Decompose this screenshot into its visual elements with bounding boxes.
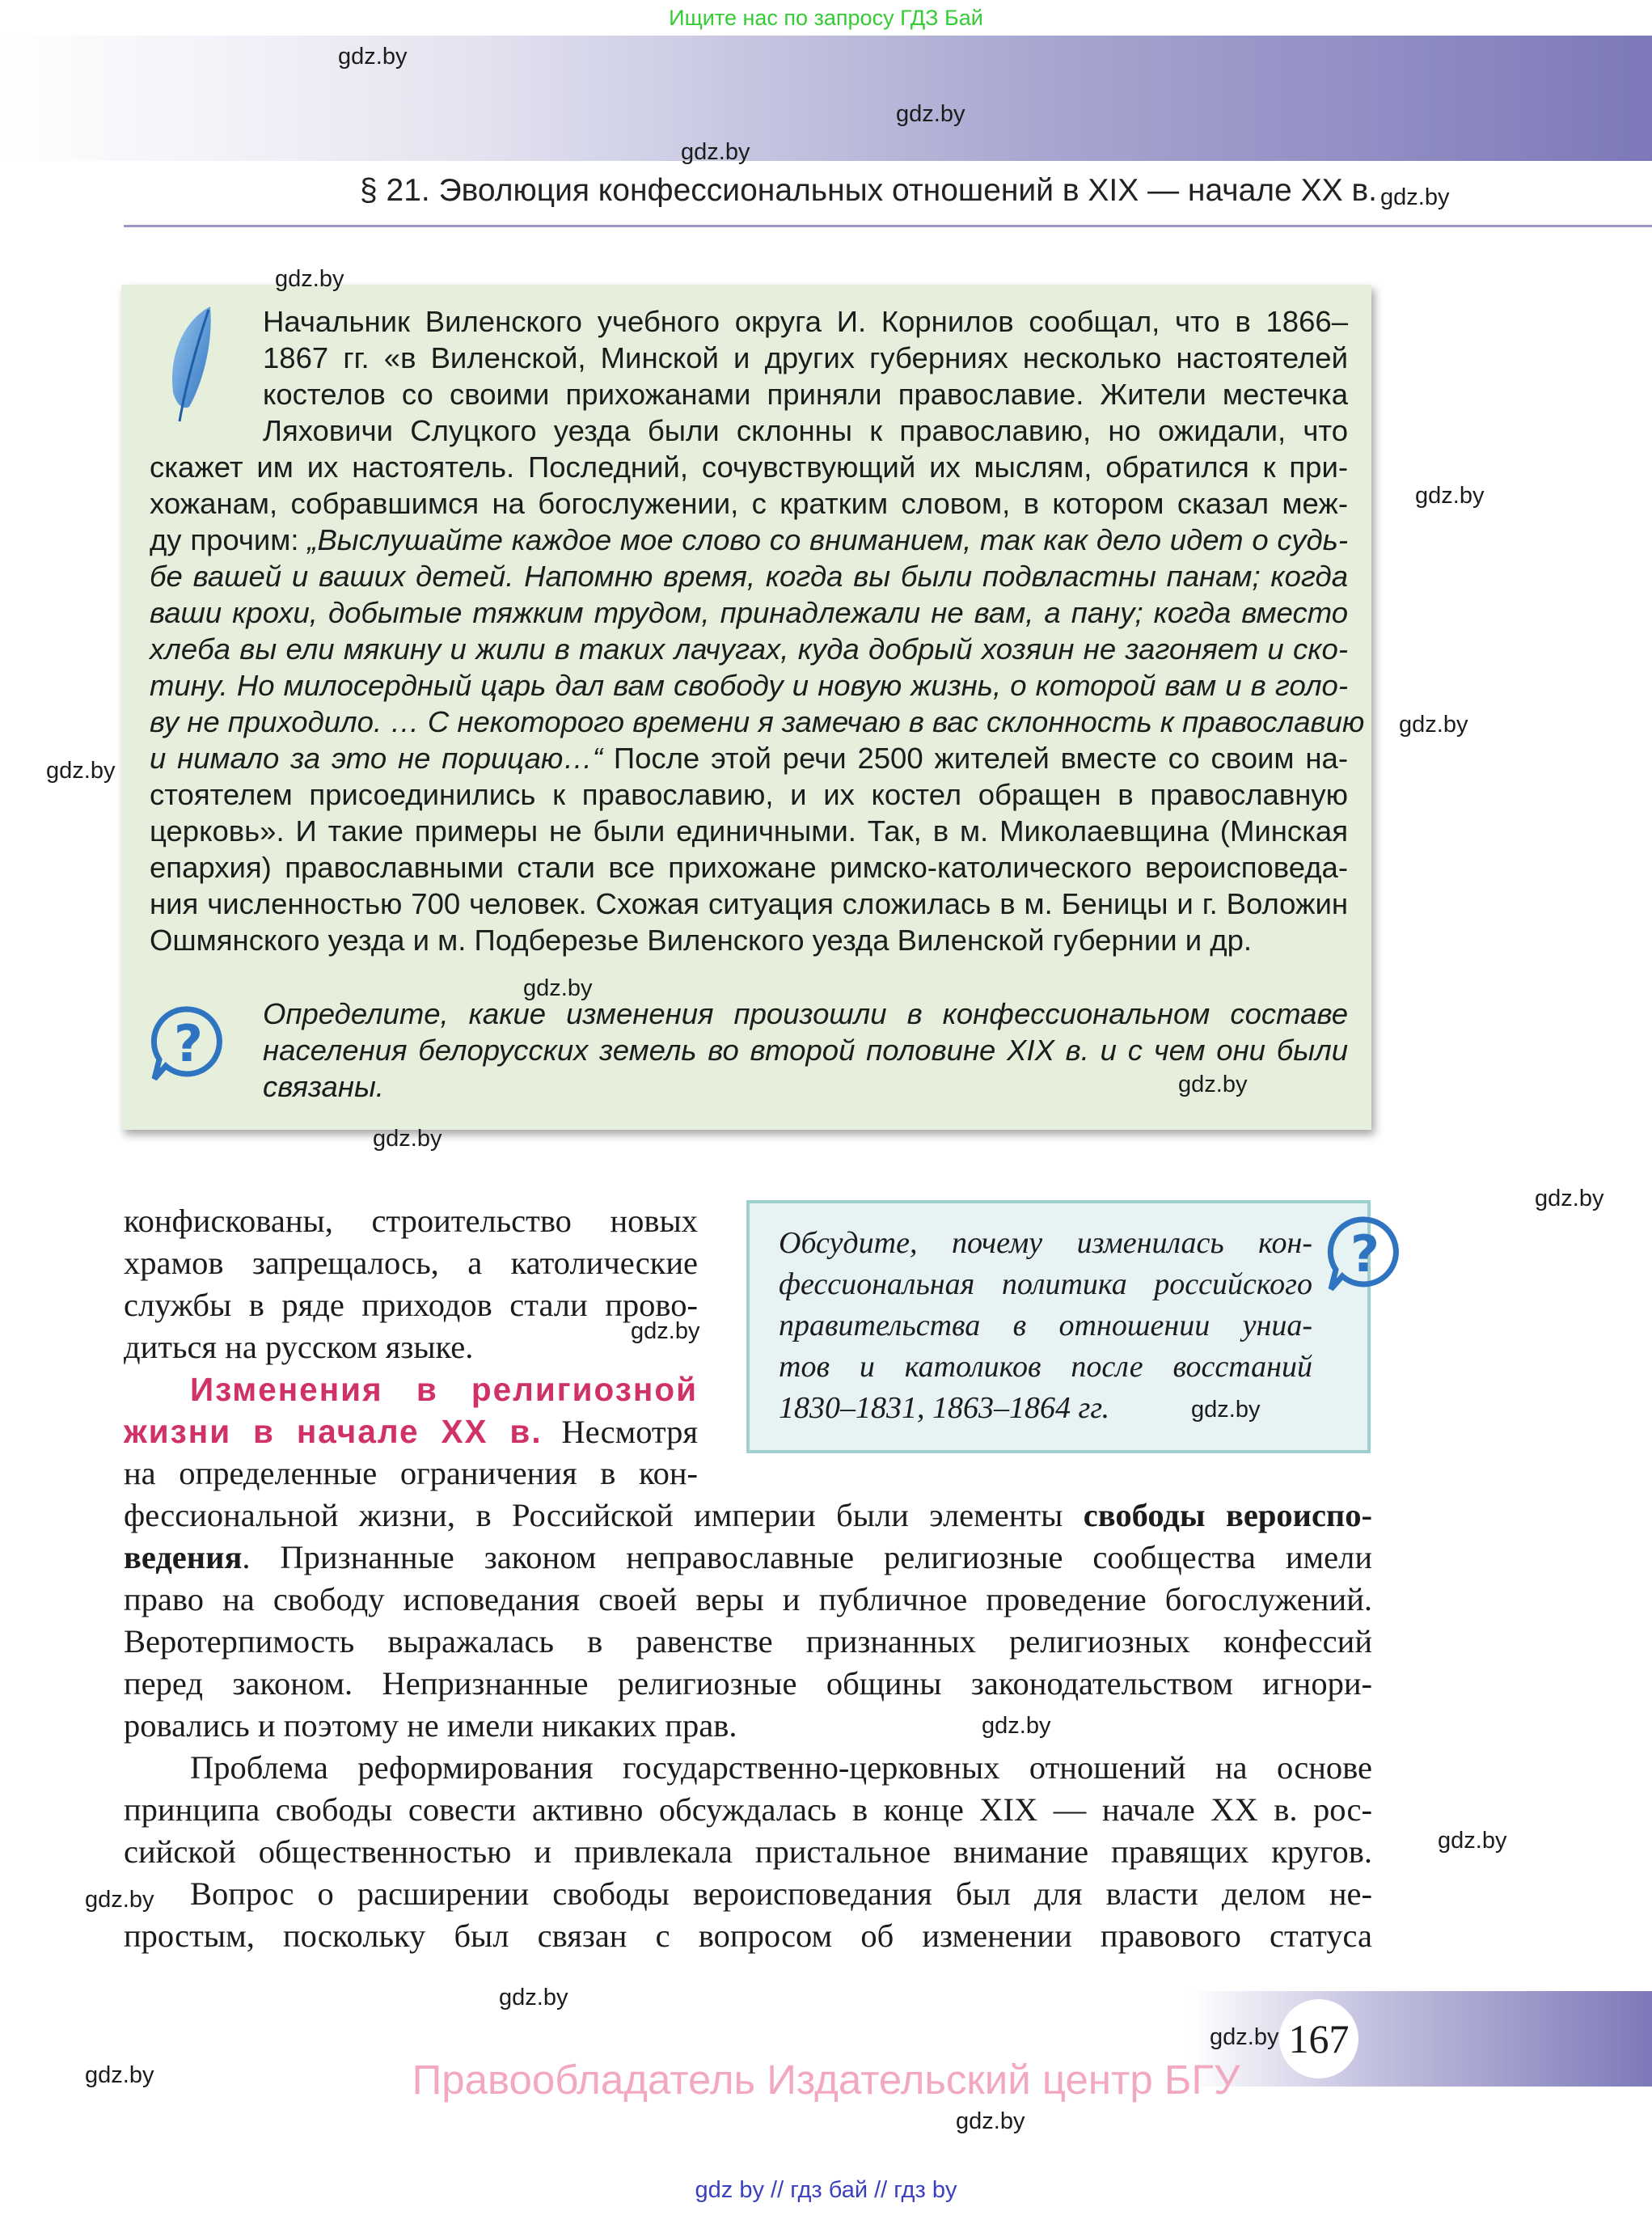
source-text-span: После этой речи 2500 жителей вместе со своим на- [602,742,1348,775]
body-text-line [124,1537,1372,1579]
body-text-line: храмов запрещалось, а католические [124,1245,698,1281]
source-quote-span: хлеба вы ели мякину и жили в таких лачугах, куда добрый хозяин не загоняет и ско- [150,632,1348,666]
bold-term: ведения [124,1539,243,1575]
discuss-text-line: фессиональная политика российского [779,1267,1312,1301]
bold-term: свободы вероиспо- [1083,1497,1372,1533]
body-text-line: конфискованы, строительство новых [124,1203,698,1239]
body-text-line: ровались и поэтому не имели никаких прав. [124,1707,737,1744]
discuss-text-line: Обсудите, почему изменилась кон- [779,1226,1312,1260]
question-text-line: Определите, какие изменения произошли в конфессиональном составе [263,997,1348,1030]
body-text-line: Проблема реформирования государственно-церковных отношений на основе [190,1749,1372,1786]
source-text-line [150,704,1365,740]
question-text-line: населения белорусских земель во второй половине XIX в. и с чем они были [263,1034,1348,1067]
feather-icon [162,303,218,425]
body-text-span: Несмотря [542,1414,699,1450]
watermark: gdz.by [956,2108,1025,2134]
watermark: gdz.by [1438,1828,1507,1854]
watermark: gdz.by [681,139,750,165]
svg-text:?: ? [1350,1224,1379,1283]
source-text-line: скажет им их настоятель. Последний, сочувствующий их мыслям, обратился к при- [150,450,1348,484]
watermark: gdz.by [1380,184,1450,210]
source-quote-span: ваши крохи, добытые тяжким трудом, принадлежали не вам, а пану; когда вместо [150,596,1348,629]
copyright-text: Правообладатель Издательский центр БГУ [412,2057,1240,2103]
source-text-line: костелов со своими прихожанами приняли православие. Жители местечка [263,378,1348,411]
watermark: gdz.by [373,1126,442,1152]
subhead: жизни в начале XX в. [124,1413,543,1450]
discuss-text-line: тов и католиков после восстаний [779,1350,1312,1384]
source-text-line [150,559,1348,594]
subhead-line [190,1368,698,1411]
source-quote-span: бе вашей и ваших детей. Напомню время, когда вы были подвластны панам; когда [150,560,1348,593]
question-text-line: связаны. [263,1070,384,1103]
source-text-span: ду прочим: [150,523,308,556]
section-title: § 21. Эволюция конфессиональных отношений в XIX — начале XX в. [360,173,1377,208]
header-rule [124,225,1652,227]
source-quote-span: „Выслушайте каждое мое слово со вниманием, так как дело идет о судь- [307,523,1349,556]
watermark: gdz.by [631,1318,700,1344]
source-text-line: Ошмянского уезда и м. Подберезье Виленского уезда Виленской губернии и др. [150,924,1253,957]
watermark: gdz.by [46,758,116,784]
source-text-line [150,632,1348,667]
discuss-text-line: правительства в отношении униа- [779,1309,1312,1342]
body-text-line: на определенные ограничения в кон- [124,1455,698,1491]
header-band [0,36,1652,161]
watermark: gdz.by [982,1713,1051,1739]
watermark: gdz.by [1191,1397,1261,1423]
page-number: 167 [1288,2016,1350,2061]
body-text-line: перед законом. Непризнанные религиозные общины законодательством игнори- [124,1665,1372,1702]
top-banner[interactable]: Ищите нас по запросу ГДЗ Бай [669,6,983,30]
source-text-line: Ляховичи Слуцкого уезда были склонны к православию, но ожидали, что [263,414,1348,447]
body-text-line: службы в ряде приходов стали прово- [124,1287,698,1323]
watermark: gdz.by [85,1887,154,1913]
watermark: gdz.by [896,101,965,127]
body-text-line: Веротерпимость выражалась в равенстве признанных религиозных конфессий [124,1623,1372,1660]
discuss-text-line: 1830–1831, 1863–1864 гг. [779,1391,1110,1425]
source-text-line [150,668,1348,704]
watermark: gdz.by [1535,1186,1604,1211]
body-text-line [124,1410,698,1453]
source-quote-span: ву не приходило. … С некоторого времени я замечаю в вас склонность к православию [150,705,1365,738]
source-text-line: 1867 гг. «в Виленской, Минской и других губерниях несколько настоятелей [263,341,1348,374]
body-text-span: . Признанные законом неправославные религиозные сообщества имели [242,1539,1372,1575]
source-quote-span: тину. Но милосердный царь дал вам свободу и новую жизнь, о которой вам и в голо- [150,669,1348,702]
svg-text:?: ? [174,1014,203,1073]
source-text-line [150,522,1348,558]
body-text-line: диться на русском языке. [124,1329,474,1365]
subhead: Изменения в религиозной [190,1371,698,1408]
source-text-line: церковь». И такие примеры не были единичными. Так, в м. Миколаевщина (Минская [150,814,1348,848]
question-icon [1325,1213,1405,1294]
watermark: gdz.by [1399,712,1468,738]
watermark: gdz.by [1178,1072,1248,1097]
watermark: gdz.by [1415,483,1485,509]
question-icon [148,1003,229,1084]
source-quote-span: и нимало за это не порицаю…“ [150,742,602,775]
source-text-line: хожанам, собравшимся на богослужении, с кратким словом, в котором сказал меж- [150,487,1348,520]
watermark: gdz.by [523,975,593,1001]
body-text-line: право на свободу исповедания своей веры и публичное проведение богослужений. [124,1581,1372,1617]
body-text-line: простым, поскольку был связан с вопросом об изменении правового статуса [124,1917,1372,1954]
source-text-line: ния численностью 700 человек. Схожая ситуация сложилась в м. Беницы и г. Воложин [150,887,1348,920]
source-text-line [150,595,1348,631]
source-text-line: Начальник Виленского учебного округа И. Корнилов сообщал, что в 1866– [263,305,1348,338]
body-text-line: принципа свободы совести активно обсуждалась в конце XIX — начале XX в. рос- [124,1791,1372,1828]
watermark: gdz.by [85,2062,154,2088]
body-text-span: фессиональной жизни, в Российской империи были элементы [124,1497,1084,1533]
bottom-links[interactable]: gdz by // гдз бай // гдз by [695,2177,957,2203]
body-text-line [124,1495,1372,1537]
body-text-line: сийской общественностью и привлекала пристальное внимание правящих кругов. [124,1833,1372,1870]
body-text-line: Вопрос о расширении свободы вероисповедания был для власти делом не- [190,1875,1372,1912]
watermark: gdz.by [275,266,344,292]
watermark: gdz.by [338,44,408,70]
source-text-line [150,741,1348,776]
watermark: gdz.by [1210,2024,1279,2050]
source-text-line: епархия) православными стали все прихожане римско-католического вероисповеда- [150,851,1348,884]
watermark: gdz.by [499,1985,568,2010]
source-text-line: стоятелем присоединились к православию, и их костел обращен в православную [150,778,1348,811]
